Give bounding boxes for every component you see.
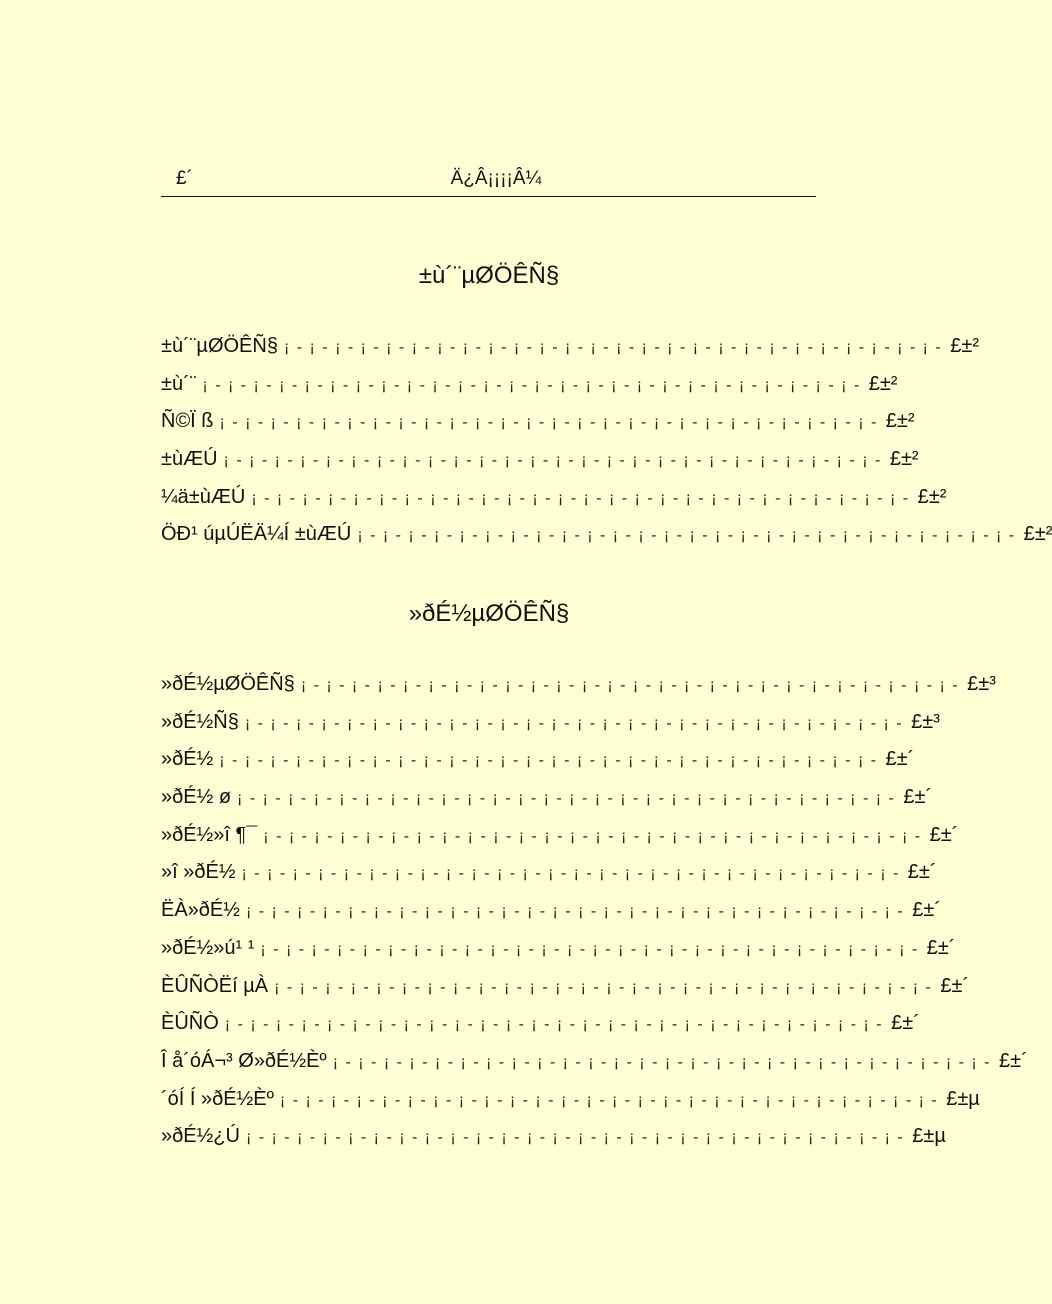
dot-leader: ¡ - ¡ - ¡ - ¡ - ¡ - ¡ - ¡ - ¡ - ¡ - ¡ - ¡ - ¡ - ¡ - ¡ - ¡ - ¡ - ¡ - ¡ - ¡ - ¡ - ¡ - ¡ - ¡ - ¡ - ¡ - ¡ -: [357, 527, 1016, 545]
toc-entry-label: »î »ðÉ½: [161, 861, 236, 884]
toc-entry[interactable]: [161, 861, 937, 899]
toc-entry-page: £±´: [912, 899, 941, 922]
toc-entry-page: £±´: [929, 823, 959, 846]
toc-entry-label: ±ù´¨: [161, 372, 197, 395]
toc-entry-page: £±´: [903, 786, 933, 809]
toc-entry-label: ¼ä±ùÆÚ: [161, 485, 246, 508]
toc-entry[interactable]: [161, 936, 956, 975]
toc-entry-page: £±´: [907, 861, 937, 884]
dot-leader: ¡ - ¡ - ¡ - ¡ - ¡ - ¡ - ¡ - ¡ - ¡ - ¡ - ¡ - ¡ - ¡ - ¡ - ¡ - ¡ - ¡ - ¡ - ¡ - ¡ - ¡ - ¡ - ¡ - ¡ - ¡ - ¡ -: [300, 677, 960, 694]
toc-entry[interactable]: [161, 410, 915, 448]
dot-leader: ¡ - ¡ - ¡ - ¡ - ¡ - ¡ - ¡ - ¡ - ¡ - ¡ - ¡ - ¡ - ¡ - ¡ - ¡ - ¡ - ¡ - ¡ - ¡ - ¡ - ¡ - ¡ - ¡ - ¡ - ¡ - ¡ -: [283, 339, 943, 356]
toc-entry[interactable]: [161, 974, 970, 1013]
toc-entry[interactable]: [161, 1012, 920, 1050]
toc-entry-label: ËÀ»ðÉ½: [161, 899, 240, 922]
toc-entry-label: ÖÐ¹ úµÚËÄ¼Í ±ùÆÚ: [161, 523, 352, 546]
toc-entry[interactable]: [161, 335, 980, 373]
toc-entry-label: ±ùÆÚ: [161, 448, 218, 471]
section-title: »ðÉ½µØÖÊÑ§: [408, 600, 570, 627]
dot-leader: ¡ - ¡ - ¡ - ¡ - ¡ - ¡ - ¡ - ¡ - ¡ - ¡ - ¡ - ¡ - ¡ - ¡ - ¡ - ¡ - ¡ - ¡ - ¡ - ¡ - ¡ - ¡ - ¡ - ¡ - ¡ - ¡ -: [237, 790, 896, 808]
dot-leader: ¡ - ¡ - ¡ - ¡ - ¡ - ¡ - ¡ - ¡ - ¡ - ¡ - ¡ - ¡ - ¡ - ¡ - ¡ - ¡ - ¡ - ¡ - ¡ - ¡ - ¡ - ¡ - ¡ - ¡ - ¡ - ¡ -: [202, 376, 861, 394]
toc-entry-label: »ðÉ½¿Ú: [161, 1125, 240, 1148]
toc-list: [161, 673, 1028, 1163]
toc-entry-label: »ðÉ½»ú¹ ¹: [161, 936, 255, 959]
toc-list: [161, 335, 1052, 561]
section-title: ±ù´¨µØÖÊÑ§: [418, 262, 560, 289]
toc-entry[interactable]: [161, 1125, 946, 1163]
dot-leader: ¡ - ¡ - ¡ - ¡ - ¡ - ¡ - ¡ - ¡ - ¡ - ¡ - ¡ - ¡ - ¡ - ¡ - ¡ - ¡ - ¡ - ¡ - ¡ - ¡ - ¡ - ¡ - ¡ - ¡ - ¡ - ¡ -: [245, 903, 905, 921]
toc-entry-page: £±µ: [912, 1125, 946, 1148]
toc-entry-page: £±²: [950, 335, 980, 357]
toc-entry-page: £±´: [891, 1012, 920, 1035]
toc-entry[interactable]: [161, 485, 947, 524]
dot-leader: ¡ - ¡ - ¡ - ¡ - ¡ - ¡ - ¡ - ¡ - ¡ - ¡ - ¡ - ¡ - ¡ - ¡ - ¡ - ¡ - ¡ - ¡ - ¡ - ¡ - ¡ - ¡ - ¡ - ¡ - ¡ - ¡ -: [260, 940, 919, 958]
toc-entry-page: £±´: [926, 936, 956, 959]
toc-entry[interactable]: [161, 1049, 1028, 1088]
toc-entry-label: »ðÉ½»î ¶¯: [161, 823, 258, 846]
toc-entry[interactable]: [161, 1087, 980, 1126]
dot-leader: ¡ - ¡ - ¡ - ¡ - ¡ - ¡ - ¡ - ¡ - ¡ - ¡ - ¡ - ¡ - ¡ - ¡ - ¡ - ¡ - ¡ - ¡ - ¡ - ¡ - ¡ - ¡ - ¡ - ¡ - ¡ - ¡ -: [332, 1053, 992, 1071]
toc-entry[interactable]: [161, 523, 1052, 561]
dot-leader: ¡ - ¡ - ¡ - ¡ - ¡ - ¡ - ¡ - ¡ - ¡ - ¡ - ¡ - ¡ - ¡ - ¡ - ¡ - ¡ - ¡ - ¡ - ¡ - ¡ - ¡ - ¡ - ¡ - ¡ - ¡ - ¡ -: [245, 1129, 905, 1147]
dot-leader: ¡ - ¡ - ¡ - ¡ - ¡ - ¡ - ¡ - ¡ - ¡ - ¡ - ¡ - ¡ - ¡ - ¡ - ¡ - ¡ - ¡ - ¡ - ¡ - ¡ - ¡ - ¡ - ¡ - ¡ - ¡ - ¡ -: [251, 489, 910, 507]
toc-entry-page: £±²: [917, 485, 947, 508]
running-head: Ä¿Â¡¡¡¡Â¼: [450, 168, 542, 189]
toc-entry-page: £±´: [940, 974, 970, 997]
toc-entry-label: »ðÉ½ ø: [161, 786, 232, 809]
toc-entry[interactable]: [161, 823, 959, 862]
dot-leader: ¡ - ¡ - ¡ - ¡ - ¡ - ¡ - ¡ - ¡ - ¡ - ¡ - ¡ - ¡ - ¡ - ¡ - ¡ - ¡ - ¡ - ¡ - ¡ - ¡ - ¡ - ¡ - ¡ - ¡ - ¡ - ¡ -: [223, 452, 882, 470]
toc-entry[interactable]: [161, 448, 919, 486]
toc-entry-page: £±³: [967, 673, 996, 695]
toc-entry-page: £±²: [868, 372, 898, 395]
toc-entry-label: »ðÉ½: [161, 748, 214, 771]
toc-entry-label: ´óÍ Í »ðÉ½Èº: [161, 1087, 274, 1110]
toc-entry[interactable]: [161, 899, 941, 937]
toc-entry-page: £±´: [885, 748, 915, 771]
toc-entry-page: £±´: [999, 1049, 1028, 1072]
toc-entry-page: £±µ: [946, 1087, 980, 1110]
toc-entry-label: ÈÛÑÒ: [161, 1012, 219, 1035]
header-rule: [161, 196, 816, 197]
toc-entry-label: »ðÉ½Ñ§: [161, 710, 239, 733]
dot-leader: ¡ - ¡ - ¡ - ¡ - ¡ - ¡ - ¡ - ¡ - ¡ - ¡ - ¡ - ¡ - ¡ - ¡ - ¡ - ¡ - ¡ - ¡ - ¡ - ¡ - ¡ - ¡ - ¡ - ¡ - ¡ - ¡ -: [263, 827, 922, 845]
dot-leader: ¡ - ¡ - ¡ - ¡ - ¡ - ¡ - ¡ - ¡ - ¡ - ¡ - ¡ - ¡ - ¡ - ¡ - ¡ - ¡ - ¡ - ¡ - ¡ - ¡ - ¡ - ¡ - ¡ - ¡ - ¡ - ¡ -: [219, 414, 878, 432]
toc-entry[interactable]: [161, 710, 940, 749]
toc-entry[interactable]: [161, 673, 996, 711]
toc-entry-page: £±²: [889, 448, 919, 471]
toc-entry-page: £±³: [911, 710, 940, 733]
page-number: £´: [176, 168, 193, 189]
dot-leader: ¡ - ¡ - ¡ - ¡ - ¡ - ¡ - ¡ - ¡ - ¡ - ¡ - ¡ - ¡ - ¡ - ¡ - ¡ - ¡ - ¡ - ¡ - ¡ - ¡ - ¡ - ¡ - ¡ - ¡ - ¡ - ¡ -: [219, 752, 878, 770]
dot-leader: ¡ - ¡ - ¡ - ¡ - ¡ - ¡ - ¡ - ¡ - ¡ - ¡ - ¡ - ¡ - ¡ - ¡ - ¡ - ¡ - ¡ - ¡ - ¡ - ¡ - ¡ - ¡ - ¡ - ¡ - ¡ - ¡ -: [241, 865, 900, 883]
toc-entry-label: »ðÉ½µØÖÊÑ§: [161, 673, 295, 695]
toc-entry-label: ÈÛÑÒËí µÀ: [161, 974, 269, 997]
toc-entry[interactable]: [161, 748, 915, 786]
toc-entry-page: £±²: [1023, 523, 1052, 546]
toc-entry-label: Ñ©Ï ß: [161, 410, 214, 433]
dot-leader: ¡ - ¡ - ¡ - ¡ - ¡ - ¡ - ¡ - ¡ - ¡ - ¡ - ¡ - ¡ - ¡ - ¡ - ¡ - ¡ - ¡ - ¡ - ¡ - ¡ - ¡ - ¡ - ¡ - ¡ - ¡ - ¡ -: [274, 978, 933, 996]
toc-entry[interactable]: [161, 786, 933, 824]
toc-entry-page: £±²: [885, 410, 915, 433]
toc-entry-label: ±ù´¨µØÖÊÑ§: [161, 335, 278, 357]
dot-leader: ¡ - ¡ - ¡ - ¡ - ¡ - ¡ - ¡ - ¡ - ¡ - ¡ - ¡ - ¡ - ¡ - ¡ - ¡ - ¡ - ¡ - ¡ - ¡ - ¡ - ¡ - ¡ - ¡ - ¡ - ¡ - ¡ -: [224, 1016, 884, 1034]
toc-entry-label: Î å´óÁ¬³ Ø»ðÉ½Èº: [161, 1049, 327, 1072]
dot-leader: ¡ - ¡ - ¡ - ¡ - ¡ - ¡ - ¡ - ¡ - ¡ - ¡ - ¡ - ¡ - ¡ - ¡ - ¡ - ¡ - ¡ - ¡ - ¡ - ¡ - ¡ - ¡ - ¡ - ¡ - ¡ - ¡ -: [244, 714, 904, 732]
dot-leader: ¡ - ¡ - ¡ - ¡ - ¡ - ¡ - ¡ - ¡ - ¡ - ¡ - ¡ - ¡ - ¡ - ¡ - ¡ - ¡ - ¡ - ¡ - ¡ - ¡ - ¡ - ¡ - ¡ - ¡ - ¡ - ¡ -: [279, 1091, 939, 1109]
toc-entry[interactable]: [161, 372, 898, 411]
